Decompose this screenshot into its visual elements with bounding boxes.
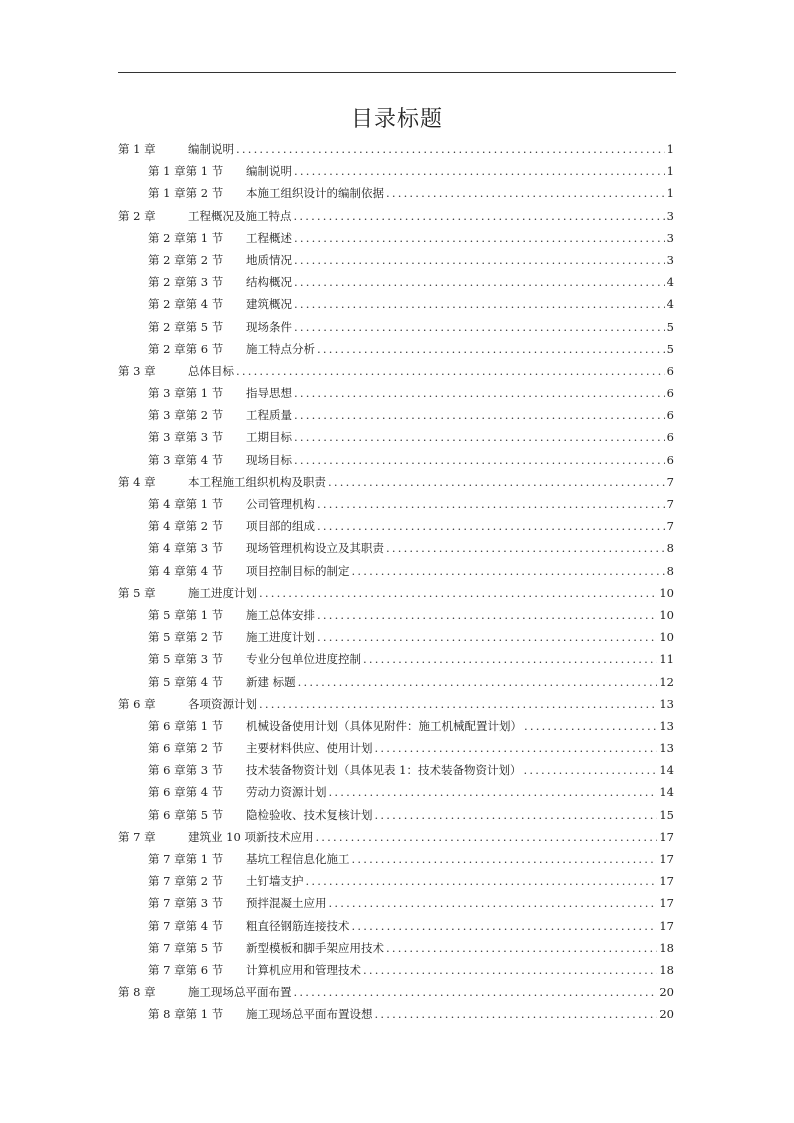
dot-leader (294, 164, 665, 178)
dot-leader (236, 364, 665, 378)
toc-section-entry[interactable] (118, 319, 674, 341)
dot-leader (317, 519, 665, 533)
toc-section-entry[interactable] (118, 407, 674, 429)
dot-leader (294, 985, 658, 999)
toc-section-entry[interactable] (118, 518, 674, 540)
toc-entry-number: 第 3 章第 2 节 (148, 408, 224, 423)
toc-entry-title: 建筑概况 (246, 297, 292, 312)
dot-leader (375, 808, 658, 822)
toc-entry-title: 工程概况及施工特点 (188, 208, 292, 223)
toc-entry-page: 4 (666, 297, 674, 312)
dot-leader (294, 453, 665, 467)
toc-entry-title: 计算机应用和管理技术 (246, 962, 361, 977)
dot-leader (317, 630, 657, 644)
toc-section-entry[interactable] (118, 895, 674, 917)
toc-entry-page: 10 (659, 630, 674, 645)
toc-entry-title: 总体目标 (188, 363, 234, 378)
toc-entry-number: 第 3 章第 1 节 (148, 386, 224, 401)
toc-entry-title: 现场管理机构设立及其职责 (246, 541, 384, 556)
toc-entry-number: 第 7 章第 6 节 (148, 962, 224, 977)
toc-entry-number: 第 4 章第 1 节 (148, 497, 224, 511)
toc-entry-number: 第 5 章第 1 节 (148, 607, 224, 622)
toc-entry-number: 第 3 章 (118, 363, 156, 378)
dot-leader (236, 142, 665, 156)
toc-section-entry[interactable] (118, 452, 674, 474)
toc-entry-title: 编制说明 (188, 142, 234, 156)
toc-entry-page: 10 (659, 607, 674, 622)
toc-section-entry[interactable] (118, 163, 674, 185)
toc-entry-number: 第 6 章第 3 节 (148, 763, 224, 778)
dot-leader (294, 408, 665, 422)
toc-entry-title: 现场条件 (246, 319, 292, 334)
toc-section-entry[interactable] (118, 674, 674, 696)
toc-entry-number: 第 2 章 (118, 208, 156, 223)
dot-leader (294, 386, 665, 400)
toc-entry-page: 8 (666, 563, 674, 578)
toc-entry-title: 本工程施工组织机构及职责 (188, 474, 326, 489)
toc-entry-page: 1 (666, 186, 674, 201)
toc-entry-title: 粗直径钢筋连接技术 (246, 918, 350, 933)
toc-entry-page: 3 (666, 230, 674, 245)
dot-leader (294, 430, 665, 444)
toc-section-entry[interactable] (118, 185, 674, 207)
toc-entry-page: 1 (666, 142, 674, 156)
toc-section-entry[interactable] (118, 341, 674, 363)
toc-entry-number: 第 6 章第 5 节 (148, 807, 224, 822)
toc-entry-title: 施工总体安排 (246, 607, 315, 622)
toc-entry-number: 第 5 章第 2 节 (148, 630, 224, 645)
toc-entry-number: 第 6 章第 1 节 (148, 718, 224, 733)
toc-section-entry[interactable] (118, 784, 674, 806)
toc-section-entry[interactable] (118, 762, 674, 784)
toc-chapter-entry[interactable] (118, 208, 674, 230)
toc-chapter-entry[interactable] (118, 984, 674, 1006)
toc-entry-number: 第 3 章第 3 节 (148, 430, 224, 445)
dot-leader (352, 919, 658, 933)
toc-section-entry[interactable] (118, 1006, 674, 1028)
toc-chapter-entry[interactable] (118, 829, 674, 851)
toc-entry-page: 6 (666, 408, 674, 423)
toc-section-entry[interactable] (118, 540, 674, 562)
toc-chapter-entry[interactable] (118, 363, 674, 385)
toc-entry-page: 13 (659, 741, 674, 756)
toc-section-entry[interactable] (118, 629, 674, 651)
toc-entry-number: 第 2 章第 6 节 (148, 341, 224, 356)
toc-section-entry[interactable] (118, 563, 674, 585)
toc-entry-page: 7 (666, 474, 674, 489)
toc-entry-page: 18 (659, 962, 674, 977)
dot-leader (386, 186, 665, 200)
toc-entry-title: 主要材料供应、使用计划 (246, 741, 373, 756)
toc-entry-page: 14 (659, 785, 674, 800)
toc-entry-title: 项目控制目标的制定 (246, 563, 350, 578)
toc-entry-number: 第 7 章第 1 节 (148, 852, 224, 866)
dot-leader (386, 941, 657, 955)
toc-entry-title: 工程概述 (246, 230, 292, 245)
toc-section-entry[interactable] (118, 496, 674, 518)
toc-entry-title: 技术装备物资计划（具体见表 1：技术装备物资计划） (246, 763, 522, 778)
toc-entry-page: 6 (666, 452, 674, 467)
toc-entry-number: 第 4 章第 4 节 (148, 563, 224, 578)
toc-entry-number: 第 3 章第 4 节 (148, 452, 224, 467)
toc-entry-number: 第 5 章第 4 节 (148, 674, 224, 689)
toc-section-entry[interactable] (118, 385, 674, 407)
toc-entry-number: 第 7 章第 4 节 (148, 918, 224, 933)
toc-entry-title: 工程质量 (246, 408, 292, 423)
toc-entry-page: 8 (666, 541, 674, 556)
dot-leader (294, 320, 665, 334)
toc-section-entry[interactable] (118, 918, 674, 940)
toc-entry-page: 20 (659, 985, 674, 1000)
toc-entry-page: 17 (659, 918, 674, 933)
header-rule (118, 72, 676, 73)
dot-leader (329, 896, 658, 910)
toc-section-entry[interactable] (118, 230, 674, 252)
dot-leader (524, 719, 657, 733)
toc-entry-page: 13 (659, 696, 674, 711)
toc-entry-page: 13 (659, 718, 674, 733)
toc-entry-number: 第 5 章第 3 节 (148, 652, 224, 667)
toc-entry-page: 15 (659, 807, 674, 822)
toc-entry-page: 10 (659, 585, 674, 600)
toc-entry-number: 第 8 章 (118, 985, 156, 1000)
toc-entry-page: 7 (666, 497, 674, 511)
toc-section-entry[interactable] (118, 940, 674, 962)
dot-leader (294, 209, 665, 223)
toc-entry-page: 14 (659, 763, 674, 778)
toc-entry-page: 7 (666, 519, 674, 534)
dot-leader (523, 763, 657, 777)
toc-entry-title: 建筑业 10 项新技术应用 (188, 829, 314, 844)
toc-entry-page: 5 (666, 319, 674, 334)
dot-leader (317, 608, 657, 622)
dot-leader (294, 231, 665, 245)
toc-entry-number: 第 4 章第 3 节 (148, 541, 224, 556)
toc-entry-page: 5 (666, 341, 674, 356)
toc-entry-title: 本施工组织设计的编制依据 (246, 186, 384, 201)
toc-section-entry[interactable] (118, 740, 674, 762)
toc-entry-number: 第 6 章 (118, 696, 156, 711)
table-of-contents (118, 141, 674, 1029)
toc-entry-number: 第 8 章第 1 节 (148, 1007, 224, 1022)
toc-entry-number: 第 5 章 (118, 585, 156, 600)
toc-entry-title: 新型模板和脚手架应用技术 (246, 940, 384, 955)
toc-entry-title: 结构概况 (246, 275, 292, 290)
toc-entry-number: 第 2 章第 5 节 (148, 319, 224, 334)
dot-leader (363, 652, 657, 666)
toc-entry-title: 施工进度计划 (188, 585, 257, 600)
toc-entry-page: 11 (659, 652, 674, 667)
dot-leader (317, 497, 665, 511)
toc-entry-page: 17 (659, 896, 674, 911)
toc-section-entry[interactable] (118, 429, 674, 451)
toc-entry-number: 第 2 章第 3 节 (148, 275, 224, 290)
toc-chapter-entry[interactable] (118, 585, 674, 607)
toc-entry-title: 施工特点分析 (246, 341, 315, 356)
toc-section-entry[interactable] (118, 607, 674, 629)
toc-entry-number: 第 6 章第 4 节 (148, 785, 224, 800)
toc-entry-title: 项目部的组成 (246, 519, 315, 534)
toc-entry-number: 第 7 章第 2 节 (148, 874, 224, 889)
toc-entry-title: 施工现场总平面布置设想 (246, 1007, 373, 1022)
toc-entry-title: 施工现场总平面布置 (188, 985, 292, 1000)
dot-leader (386, 541, 665, 555)
toc-entry-title: 工期目标 (246, 430, 292, 445)
toc-entry-title: 基坑工程信息化施工 (246, 852, 350, 866)
toc-entry-page: 6 (666, 363, 674, 378)
dot-leader (315, 830, 657, 844)
toc-chapter-entry[interactable] (118, 141, 674, 163)
toc-entry-title: 编制说明 (246, 164, 292, 179)
toc-section-entry[interactable] (118, 962, 674, 984)
toc-entry-page: 17 (659, 852, 674, 866)
dot-leader (328, 475, 665, 489)
toc-chapter-entry[interactable] (118, 474, 674, 496)
dot-leader (306, 874, 658, 888)
toc-entry-title: 新建 标题 (246, 674, 296, 689)
toc-section-entry[interactable] (118, 252, 674, 274)
toc-section-entry[interactable] (118, 807, 674, 829)
toc-entry-number: 第 7 章第 3 节 (148, 896, 224, 911)
toc-entry-title: 预拌混凝土应用 (246, 896, 327, 911)
toc-entry-number: 第 1 章第 2 节 (148, 186, 224, 201)
dot-leader (352, 852, 658, 866)
toc-entry-number: 第 7 章 (118, 829, 156, 844)
toc-entry-number: 第 4 章第 2 节 (148, 519, 224, 534)
toc-entry-title: 公司管理机构 (246, 497, 315, 511)
toc-entry-page: 17 (659, 829, 674, 844)
toc-entry-title: 现场目标 (246, 452, 292, 467)
toc-section-entry[interactable] (118, 718, 674, 740)
toc-entry-title: 机械设备使用计划（具体见附件：施工机械配置计划） (246, 718, 522, 733)
dot-leader (375, 741, 658, 755)
toc-entry-number: 第 2 章第 2 节 (148, 252, 224, 267)
toc-entry-title: 地质情况 (246, 252, 292, 267)
toc-chapter-entry[interactable] (118, 696, 674, 718)
toc-entry-page: 20 (659, 1007, 674, 1022)
dot-leader (363, 963, 657, 977)
toc-entry-page: 4 (666, 275, 674, 290)
dot-leader (375, 1007, 658, 1021)
toc-entry-number: 第 1 章第 1 节 (148, 164, 224, 179)
toc-entry-page: 6 (666, 430, 674, 445)
toc-entry-title: 土钉墙支护 (246, 874, 304, 889)
toc-entry-page: 18 (659, 940, 674, 955)
toc-section-entry[interactable] (118, 274, 674, 296)
toc-entry-number: 第 7 章第 5 节 (148, 940, 224, 955)
toc-entry-page: 17 (659, 874, 674, 889)
toc-section-entry[interactable] (118, 296, 674, 318)
toc-entry-page: 3 (666, 208, 674, 223)
toc-entry-title: 隐检验收、技术复核计划 (246, 807, 373, 822)
dot-leader (298, 675, 658, 689)
toc-entry-page: 1 (666, 164, 674, 179)
dot-leader (317, 342, 665, 356)
toc-entry-number: 第 4 章 (118, 474, 156, 489)
dot-leader (294, 297, 665, 311)
toc-entry-page: 3 (666, 252, 674, 267)
toc-entry-number: 第 2 章第 1 节 (148, 230, 224, 245)
dot-leader (259, 586, 657, 600)
toc-entry-title: 施工进度计划 (246, 630, 315, 645)
toc-section-entry[interactable] (118, 873, 674, 895)
toc-entry-page: 6 (666, 386, 674, 401)
toc-section-entry[interactable] (118, 851, 674, 873)
toc-title: 目录标题 (350, 107, 443, 132)
dot-leader (329, 785, 658, 799)
toc-entry-title: 专业分包单位进度控制 (246, 652, 361, 667)
toc-entry-title: 各项资源计划 (188, 696, 257, 711)
toc-section-entry[interactable] (118, 651, 674, 673)
dot-leader (294, 253, 665, 267)
toc-entry-number: 第 2 章第 4 节 (148, 297, 224, 312)
toc-entry-number: 第 1 章 (118, 142, 156, 156)
toc-entry-page: 12 (659, 674, 674, 689)
dot-leader (259, 697, 657, 711)
dot-leader (352, 564, 665, 578)
toc-entry-title: 指导思想 (246, 386, 292, 401)
toc-entry-number: 第 6 章第 2 节 (148, 741, 224, 756)
toc-entry-title: 劳动力资源计划 (246, 785, 327, 800)
dot-leader (294, 275, 665, 289)
